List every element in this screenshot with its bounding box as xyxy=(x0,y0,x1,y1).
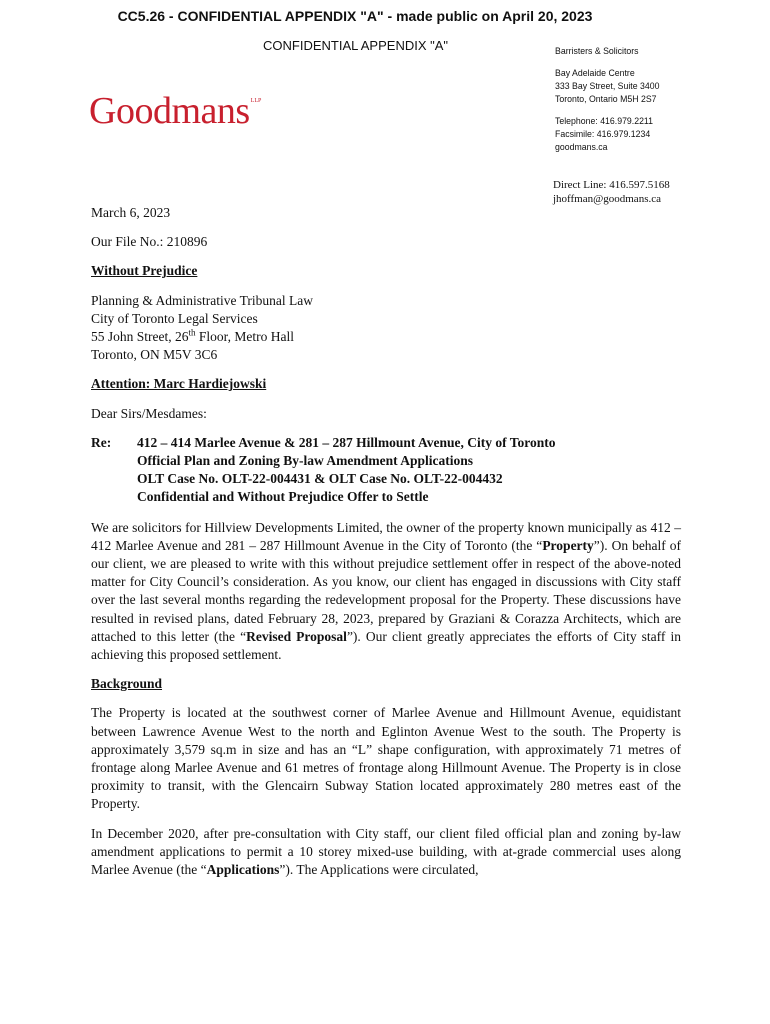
without-prejudice-heading: Without Prejudice xyxy=(91,263,198,279)
firm-facsimile: Facsimile: 416.979.1234 xyxy=(555,129,651,140)
direct-email: jhoffman@goodmans.ca xyxy=(553,193,661,205)
recipient-line: Planning & Administrative Tribunal Law xyxy=(91,292,313,308)
recipient-address xyxy=(91,292,681,365)
appendix-title: CONFIDENTIAL APPENDIX "A" xyxy=(263,38,449,53)
goodmans-logo xyxy=(89,92,261,130)
firm-type: Barristers & Solicitors xyxy=(555,46,639,57)
re-line: OLT Case No. OLT-22-004431 & OLT Case No. OLT-22-004432 xyxy=(137,471,503,487)
firm-block xyxy=(555,45,659,154)
direct-contact xyxy=(553,178,670,206)
re-line: Confidential and Without Prejudice Offer to Settle xyxy=(137,489,429,505)
letter-date: March 6, 2023 xyxy=(91,205,171,220)
attention-line: Attention: Marc Hardiejowski xyxy=(91,376,267,392)
firm-telephone: Telephone: 416.979.2211 xyxy=(555,116,654,127)
re-line: Official Plan and Zoning By-law Amendment Applications xyxy=(137,453,474,469)
firm-website: goodmans.ca xyxy=(555,142,608,153)
paragraph-introduction: We are solicitors for Hillview Developments Limited, the owner of the property known municipally as 412 – 412 Marlee Avenue and 281 – 287 Hillmount Avenue in the City of Toronto (the “Property”). On behalf of our client, we are pleased to write with this without prejudice settlement offer in respect of the above-noted matter for City Council’s consideration. As you know, our client has engaged in discussions with City staff over the last several months regarding the redevelopment proposal for the Property. These discussions have resulted in revised plans, dated February 28, 2023, prepared by Graziani & Corazza Architects, which are attached to this letter (the “Revised Proposal”). Our client greatly appreciates the efforts of City staff in achieving this proposed settlement. xyxy=(91,519,682,663)
re-line: 412 – 414 Marlee Avenue & 281 – 287 Hillmount Avenue, City of Toronto xyxy=(137,434,556,450)
re-block xyxy=(91,434,681,507)
paragraph-property: The Property is located at the southwest corner of Marlee Avenue and Hillmount Avenue, equidistant between Lawrence Avenue West to the north and Eglinton Avenue West to the south. The Property is approximately 3,579 sq.m in size and has an “L” shape configuration, with approximately 71 metres of frontage along Marlee Avenue and 61 metres of frontage along Hillmount Avenue. The Property is in close proximity to transit, with the Glencairn Subway Station located approximately 280 metres east of the Property. xyxy=(91,705,681,812)
recipient-line: Toronto, ON M5V 3C6 xyxy=(91,347,218,363)
background-heading: Background xyxy=(91,676,163,692)
file-number: Our File No.: 210896 xyxy=(91,234,208,250)
direct-line: Direct Line: 416.597.5168 xyxy=(553,179,670,191)
paragraph-applications: In December 2020, after pre-consultation with City staff, our client filed official plan and zoning by-law amendment applications to permit a 10 storey mixed-use building, with at-grade commercial uses along Marlee Avenue (the “Applications”). The Applications were circulated, xyxy=(91,825,681,878)
public-notice-header: CC5.26 - CONFIDENTIAL APPENDIX "A" - made public on April 20, 2023 xyxy=(117,8,593,24)
logo-name: Goodmans xyxy=(89,90,250,132)
salutation: Dear Sirs/Mesdames: xyxy=(91,405,207,421)
logo-suffix: LLP xyxy=(250,98,262,104)
recipient-line: City of Toronto Legal Services xyxy=(91,310,258,326)
letter-body xyxy=(91,204,681,879)
firm-address-line: Bay Adelaide Centre xyxy=(555,68,635,79)
re-label: Re: xyxy=(91,434,112,450)
recipient-line: 55 John Street, 26th Floor, Metro Hall xyxy=(91,327,294,345)
firm-address-line: 333 Bay Street, Suite 3400 xyxy=(555,81,660,92)
firm-address-line: Toronto, Ontario M5H 2S7 xyxy=(555,94,657,105)
